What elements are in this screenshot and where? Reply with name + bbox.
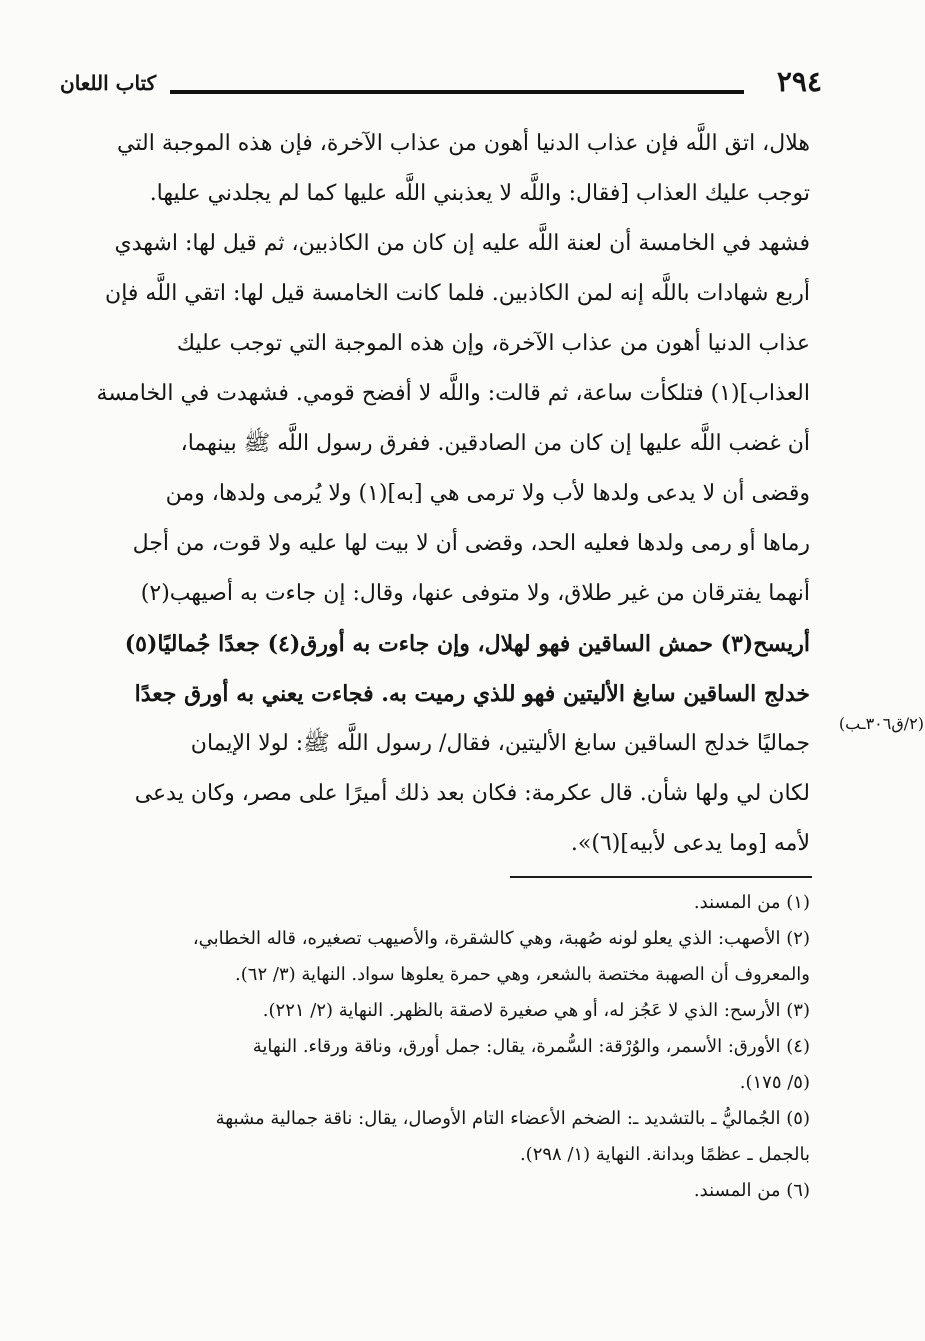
- chapter-title: كتاب اللعان: [60, 71, 157, 95]
- text-line: لأمه [وما يدعى لأبيه](٦)».: [570, 831, 810, 856]
- footnote-line: (٥) الجُماليُّ ـ بالتشديد ـ: الضخم الأعضاء التام الأوصال، يقال: ناقة جمالية مشبهة: [215, 1108, 810, 1129]
- footnote-line: (٦) من المسند.: [693, 1180, 810, 1201]
- footnote-line: بالجمل ـ عظمًا وبدانة. النهاية (١/ ٢٩٨).: [519, 1144, 810, 1165]
- text-line: توجب عليك العذاب [فقال: واللَّه لا يعذبني اللَّه عليها كما لم يجلدني عليها.: [149, 181, 810, 206]
- text-line: هلال، اتق اللَّه فإن عذاب الدنيا أهون من عذاب الآخرة، فإن هذه الموجبة التي: [117, 131, 810, 156]
- text-line: عذاب الدنيا أهون من عذاب الآخرة، وإن هذه الموجبة التي توجب عليك: [176, 331, 810, 356]
- text-line: العذاب](١) فتلكأت ساعة، ثم قالت: واللَّه لا أفضح قومي. فشهدت في الخامسة: [96, 381, 810, 406]
- text-line: أريسح(٣) حمش الساقين فهو لهلال، وإن جاءت به أورق(٤) جعدًا جُماليًا(٥): [124, 631, 810, 657]
- text-line: خدلج الساقين سابغ الأليتين فهو للذي رميت به. فجاءت يعني به أورق جعدًا: [134, 681, 810, 707]
- text-line: جماليًا خدلج الساقين سابغ الأليتين، فقال/ رسول اللَّه ﷺ: لولا الإيمان: [190, 731, 810, 756]
- manuscript-margin-note: (٢/ق٣٠٦ـب): [838, 714, 924, 733]
- footnote-line: (١) من المسند.: [693, 892, 810, 913]
- footnote-line: والمعروف أن الصهبة مختصة بالشعر، وهي حمرة يعلوها سواد. النهاية (٣/ ٦٢).: [235, 964, 810, 985]
- header-rule: [170, 90, 744, 94]
- footnote-line: (٥/ ١٧٥).: [739, 1072, 810, 1093]
- text-line: أربع شهادات باللَّه إنه لمن الكاذبين. فلما كانت الخامسة قيل لها: اتقي اللَّه فإن: [105, 281, 810, 306]
- footnote-line: (٤) الأورق: الأسمر، والوُرْقة: السُّمرة، يقال: جمل أورق، وناقة ورقاء. النهاية: [252, 1036, 810, 1057]
- text-line: أن غضب اللَّه عليها إن كان من الصادقين. ففرق رسول اللَّه ﷺ بينهما،: [180, 431, 810, 456]
- text-line: لكان لي ولها شأن. قال عكرمة: فكان بعد ذلك أميرًا على مصر، وكان يدعى: [134, 781, 810, 806]
- text-line: فشهد في الخامسة أن لعنة اللَّه عليه إن كان من الكاذبين، ثم قيل لها: اشهدي: [114, 231, 810, 256]
- page-number: ٢٩٤: [776, 65, 822, 98]
- main-text: [76, 117, 810, 856]
- page-header: [60, 64, 830, 104]
- footnote-line: (٣) الأرسح: الذي لا عَجُز له، أو هي صغيرة لاصقة بالظهر. النهاية (٢/ ٢٢١).: [262, 1000, 810, 1021]
- footnote-divider: [510, 876, 812, 878]
- text-line: رماها أو رمى ولدها فعليه الحد، وقضى أن لا بيت لها عليه ولا قوت، من أجل: [132, 531, 810, 556]
- footnote-line: (٢) الأصهب: الذي يعلو لونه صُهبة، وهي كالشقرة، والأصيهب تصغيره، قاله الخطابي،: [192, 928, 810, 949]
- text-line: وقضى أن لا يدعى ولدها لأب ولا ترمى هي [به](١) ولا يُرمى ولدها، ومن: [165, 481, 810, 506]
- footnotes: [78, 885, 810, 1215]
- text-line: أنهما يفترقان من غير طلاق، ولا متوفى عنها، وقال: إن جاءت به أصيهب(٢): [140, 581, 810, 606]
